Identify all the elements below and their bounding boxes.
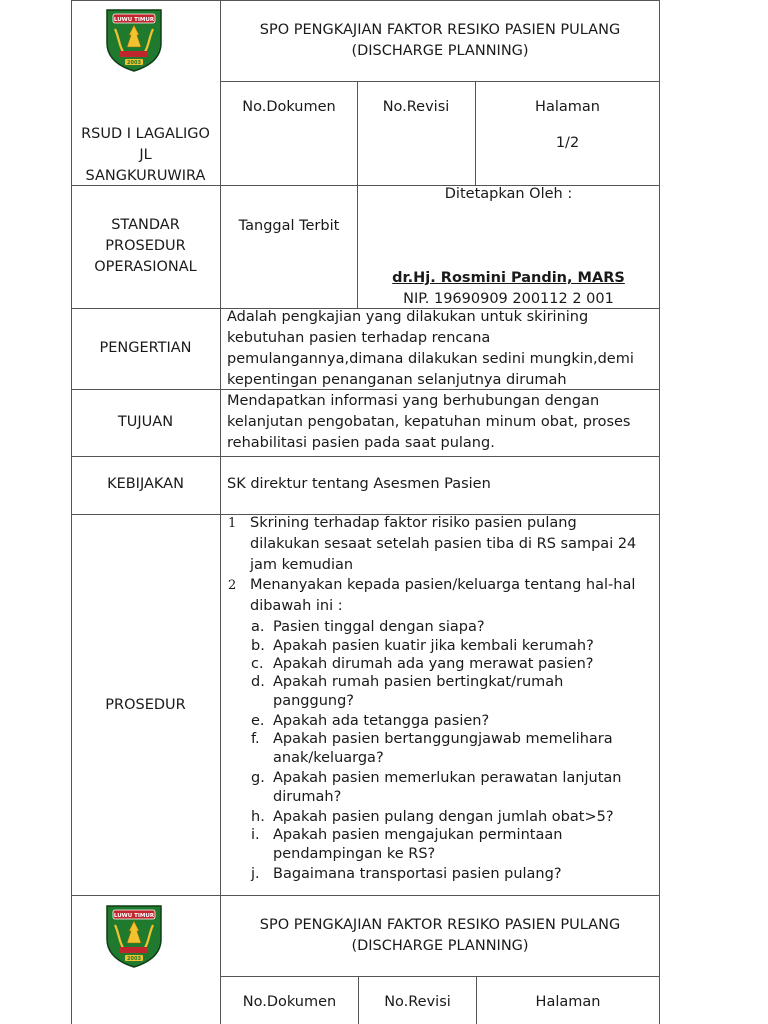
pengertian-label: PENGERTIAN bbox=[99, 340, 192, 356]
table-border bbox=[475, 81, 476, 186]
table-border bbox=[220, 976, 660, 977]
table-border bbox=[71, 389, 660, 390]
halaman-label: Halaman bbox=[535, 99, 600, 115]
table-border bbox=[476, 976, 477, 1024]
tujuan-text: Mendapatkan informasi yang berhubungan dengan kelanjutan pengobatan, kepatuhan minum obat, proses rehabilitasi pasien pada saat pulang. bbox=[227, 393, 631, 451]
question-letter: d. bbox=[251, 674, 265, 690]
no-dokumen-label: No.Dokumen bbox=[242, 99, 336, 115]
hospital-name: RSUD I LAGALIGO JL SANGKURUWIRA bbox=[81, 126, 210, 184]
signer-nip: NIP. 19690909 200112 2 001 bbox=[403, 291, 614, 307]
question-text: Pasien tinggal dengan siapa? bbox=[273, 619, 485, 635]
hospital-logo-icon bbox=[103, 903, 165, 969]
question-letter: e. bbox=[251, 713, 265, 729]
question-text: Apakah pasien bertanggungjawab memelihara anak/keluarga? bbox=[273, 731, 613, 766]
question-letter: a. bbox=[251, 619, 265, 635]
document-title-page2: SPO PENGKAJIAN FAKTOR RESIKO PASIEN PULANG (DISCHARGE PLANNING) bbox=[259, 917, 621, 954]
table-border bbox=[357, 81, 358, 308]
halaman-value: 1/2 bbox=[555, 135, 580, 151]
no-revisi-label: No.Revisi bbox=[382, 99, 450, 115]
document-title: SPO PENGKAJIAN FAKTOR RESIKO PASIEN PULANG (DISCHARGE PLANNING) bbox=[259, 22, 621, 59]
tujuan-label: TUJUAN bbox=[117, 414, 174, 430]
step-number: 1 bbox=[228, 516, 237, 531]
svg-text:2003: 2003 bbox=[127, 956, 141, 962]
tanggal-terbit-label: Tanggal Terbit bbox=[238, 218, 340, 234]
step-text: Menanyakan kepada pasien/keluarga tentang hal-hal dibawah ini : bbox=[250, 577, 636, 614]
svg-text:2003: 2003 bbox=[127, 60, 141, 66]
sop-label: STANDAR PROSEDUR OPERASIONAL bbox=[94, 217, 197, 275]
question-text: Apakah pasien mengajukan permintaan pendampingan ke RS? bbox=[273, 827, 563, 862]
no-dokumen-label: No.Dokumen bbox=[242, 994, 337, 1010]
prosedur-label: PROSEDUR bbox=[105, 697, 186, 713]
question-text: Apakah pasien pulang dengan jumlah obat>5? bbox=[273, 809, 614, 825]
question-text: Apakah pasien memerlukan perawatan lanjutan dirumah? bbox=[273, 770, 622, 805]
question-letter: j. bbox=[251, 866, 260, 882]
svg-text:LUWU TIMUR: LUWU TIMUR bbox=[113, 17, 155, 23]
ditetapkan-label: Ditetapkan Oleh : bbox=[444, 186, 573, 202]
svg-text:LUWU TIMUR: LUWU TIMUR bbox=[113, 913, 155, 919]
question-letter: i. bbox=[251, 827, 260, 843]
kebijakan-label: KEBIJAKAN bbox=[107, 476, 184, 492]
kebijakan-text: SK direktur tentang Asesmen Pasien bbox=[227, 476, 491, 492]
question-letter: f. bbox=[251, 731, 260, 747]
table-border bbox=[358, 976, 359, 1024]
question-text: Apakah dirumah ada yang merawat pasien? bbox=[273, 656, 594, 672]
table-border bbox=[71, 514, 660, 515]
table-border bbox=[71, 895, 660, 896]
question-text: Apakah ada tetangga pasien? bbox=[273, 713, 490, 729]
table-border bbox=[71, 185, 660, 186]
table-border bbox=[220, 0, 221, 1024]
table-border bbox=[71, 456, 660, 457]
hospital-logo-icon bbox=[103, 7, 165, 73]
question-text: Apakah rumah pasien bertingkat/rumah panggung? bbox=[273, 674, 564, 709]
table-border bbox=[659, 0, 660, 1024]
step-text: Skrining terhadap faktor risiko pasien pulang dilakukan sesaat setelah pasien tiba di RS sampai 24 jam kemudian bbox=[250, 515, 637, 573]
table-border bbox=[71, 308, 660, 309]
pengertian-text: Adalah pengkajian yang dilakukan untuk skirining kebutuhan pasien terhadap rencana pemulangannya,dimana dilakukan sedini mungkin,demi kepentingan penanganan selanjutnya dirumah bbox=[227, 309, 634, 388]
question-text: Apakah pasien kuatir jika kembali kerumah? bbox=[273, 638, 594, 654]
question-letter: b. bbox=[251, 638, 265, 654]
question-letter: g. bbox=[251, 770, 265, 786]
table-border bbox=[220, 81, 660, 82]
signer-name: dr.Hj. Rosmini Pandin, MARS bbox=[392, 270, 625, 286]
question-text: Bagaimana transportasi pasien pulang? bbox=[273, 866, 562, 882]
table-border bbox=[71, 0, 660, 1]
question-letter: h. bbox=[251, 809, 265, 825]
table-border bbox=[71, 0, 72, 1024]
question-letter: c. bbox=[251, 656, 264, 672]
halaman-label: Halaman bbox=[535, 994, 601, 1010]
no-revisi-label: No.Revisi bbox=[384, 994, 451, 1010]
step-number: 2 bbox=[228, 578, 237, 593]
